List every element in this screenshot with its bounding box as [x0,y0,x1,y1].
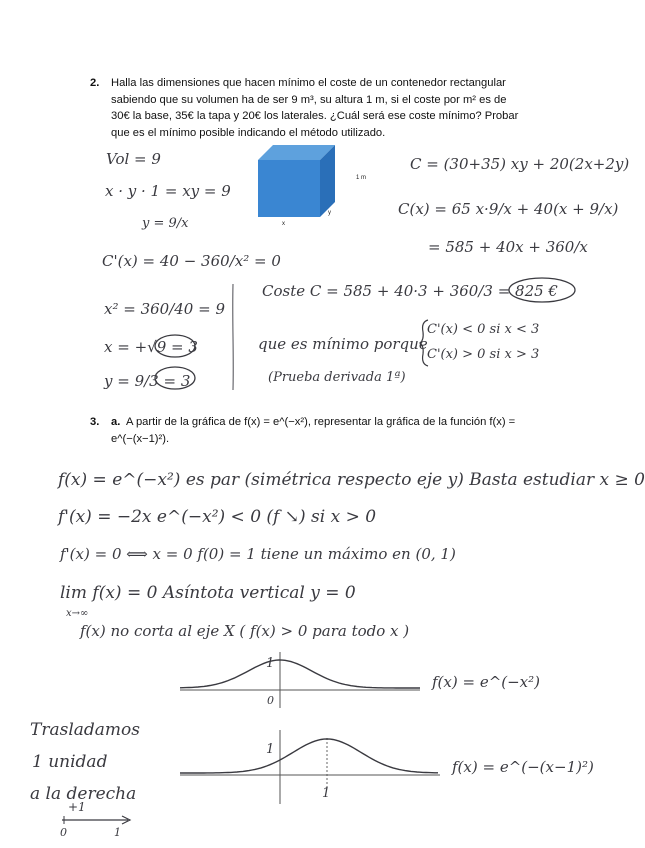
hw-shift-arrow [58,812,138,832]
hw-xy: x · y · 1 = xy = 9 [105,182,231,200]
hw-side-note-line3: a la derecha [30,784,137,804]
hw-brace [418,318,430,368]
hw-cost-x: C(x) = 65 x·9/x + 40(x + 9/x) [398,200,619,218]
hw-shift-to: 1 [114,826,121,839]
cube-x-label: x [282,221,285,227]
problem-2-number: 2. [90,77,100,89]
graph1-label: f(x) = e^(−x²) [432,673,541,691]
hw-no-x-intercept: f(x) no corta al eje X ( f(x) > 0 para todo x ) [80,622,410,640]
hw-x-value: x = +√9 = 3 [104,338,198,356]
hw-derivative: C'(x) = 40 − 360/x² = 0 [102,252,281,270]
hw-side-note-line1: Trasladamos [30,720,140,740]
cube-y-label: y [328,210,331,216]
graph1-curve [180,660,420,688]
hw-first-derivative-test: (Prueba derivada 1ª) [268,370,406,385]
hw-cost-function: C = (30+35) xy + 20(2x+2y) [410,155,630,173]
hw-even-function: f(x) = e^(−x²) es par (simétrica respecto eje y) Basta estudiar x ≥ 0 [58,470,645,490]
hw-minimum-because: que es mínimo porque [258,335,428,353]
hw-divider [228,282,238,392]
statement-line: que es el mínimo posible indicando el método utilizado. [111,126,386,139]
hw-derivative-negative: C'(x) < 0 si x < 3 [427,322,540,337]
hw-cost-simplified: = 585 + 40x + 360/x [428,238,588,256]
graph2-tick-x1: 1 [322,786,331,801]
graph2-label: f(x) = e^(−(x−1)²) [452,758,594,776]
hw-derivative-positive: C'(x) > 0 si x > 3 [427,347,540,362]
statement-line: 30€ la base, 35€ la tapa y 20€ los laterales. ¿Cuál será ese coste mínimo? Probar [111,110,519,122]
hw-critical-point: f'(x) = 0 ⟺ x = 0 f(0) = 1 tiene un máximo en (0, 1) [60,545,456,563]
graph2-curve [180,739,438,773]
problem-2-statement [111,75,531,141]
hw-circle-marks [150,332,200,392]
statement-line: Halla las dimensiones que hacen mínimo el coste de un contenedor rectangular [111,77,506,89]
graph1-tick-1: 1 [266,656,275,671]
hw-limit-sub: x→∞ [66,608,89,619]
cube-height-label: 1 m [356,175,367,181]
hw-cost-value: Coste C = 585 + 40·3 + 360/3 = 825 € [262,282,558,300]
hw-volume: Vol = 9 [106,150,161,168]
hw-x-squared: x² = 360/40 = 9 [104,300,225,318]
graph-f-original [180,650,420,712]
problem-3-statement-line1: A partir de la gráfica de f(x) = e^(−x²), representar la gráfica de la función f(x) = [126,416,516,428]
problem-3-number: 3. [90,416,100,428]
hw-f-prime: f'(x) = −2x e^(−x²) < 0 (f ↘) si x > 0 [58,507,377,527]
container-box-figure [253,141,353,221]
graph1-tick-0: 0 [267,694,274,707]
graph-f-shifted [180,728,440,808]
problem-3-statement-line2: e^(−(x−1)²). [111,433,170,445]
hw-limit: lim f(x) = 0 Asíntota vertical y = 0 [60,583,356,603]
hw-shift-from: 0 [60,826,67,839]
hw-shift-label: +1 [68,800,86,814]
hw-y: y = 9/x [142,216,189,231]
hw-cost-circle [506,275,578,305]
statement-line: sabiendo que su volumen ha de ser 9 m³, su altura 1 m, si el coste por m² es de [111,93,507,106]
hw-side-note-line2: 1 unidad [32,752,108,772]
graph2-tick-y1: 1 [266,742,275,757]
problem-3-part: a. [111,416,121,428]
hw-y-value: y = 9/3 = 3 [104,372,191,390]
